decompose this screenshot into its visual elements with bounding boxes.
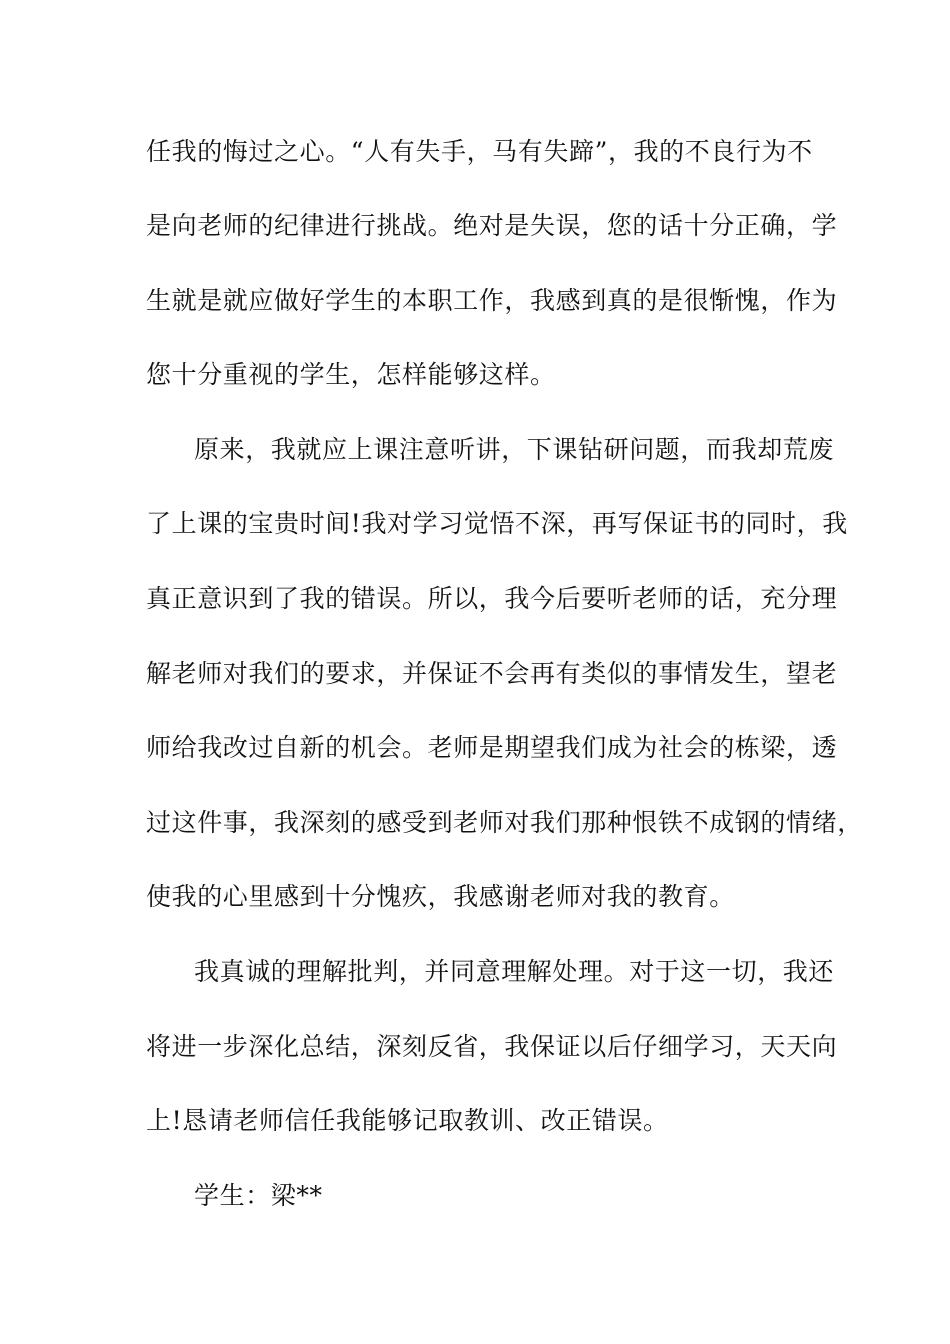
paragraph-line: 过这件事，我深刻的感受到老师对我们那种恨铁不成钢的情绪， xyxy=(146,808,863,837)
paragraph-line: 使我的心里感到十分愧疚，我感谢老师对我的教育。 xyxy=(146,882,735,911)
paragraph-line: 将进一步深化总结，深刻反省，我保证以后仔细学习，天天向 xyxy=(146,1032,838,1061)
paragraph-line: 上!恳请老师信任我能够记取教训、改正错误。 xyxy=(146,1106,669,1135)
paragraph-line: 真正意识到了我的错误。所以，我今后要听老师的话，充分理 xyxy=(146,584,838,613)
paragraph-line: 生就是就应做好学生的本职工作，我感到真的是很惭愧，作为 xyxy=(146,286,838,315)
paragraph-line: 师给我改过自新的机会。老师是期望我们成为社会的栋梁，透 xyxy=(146,733,838,762)
paragraph-line: 是向老师的纪律进行挑战。绝对是失误，您的话十分正确，学 xyxy=(146,211,838,240)
paragraph-line: 了上课的宝贵时间!我对学习觉悟不深，再写保证书的同时，我 xyxy=(146,509,848,538)
paragraph-line: 您十分重视的学生，怎样能够这样。 xyxy=(146,360,556,389)
paragraph-line: 解老师对我们的要求，并保证不会再有类似的事情发生，望老 xyxy=(146,659,838,688)
paragraph-line: 我真诚的理解批判，并同意理解处理。对于这一切，我还 xyxy=(194,957,835,986)
paragraph-line: 任我的悔过之心。“人有失手，马有失蹄”，我的不良行为不 xyxy=(146,137,813,166)
signature-line: 学生：梁** xyxy=(194,1181,323,1210)
paragraph-line: 原来，我就应上课注意听讲，下课钻研问题，而我却荒废 xyxy=(194,435,835,464)
